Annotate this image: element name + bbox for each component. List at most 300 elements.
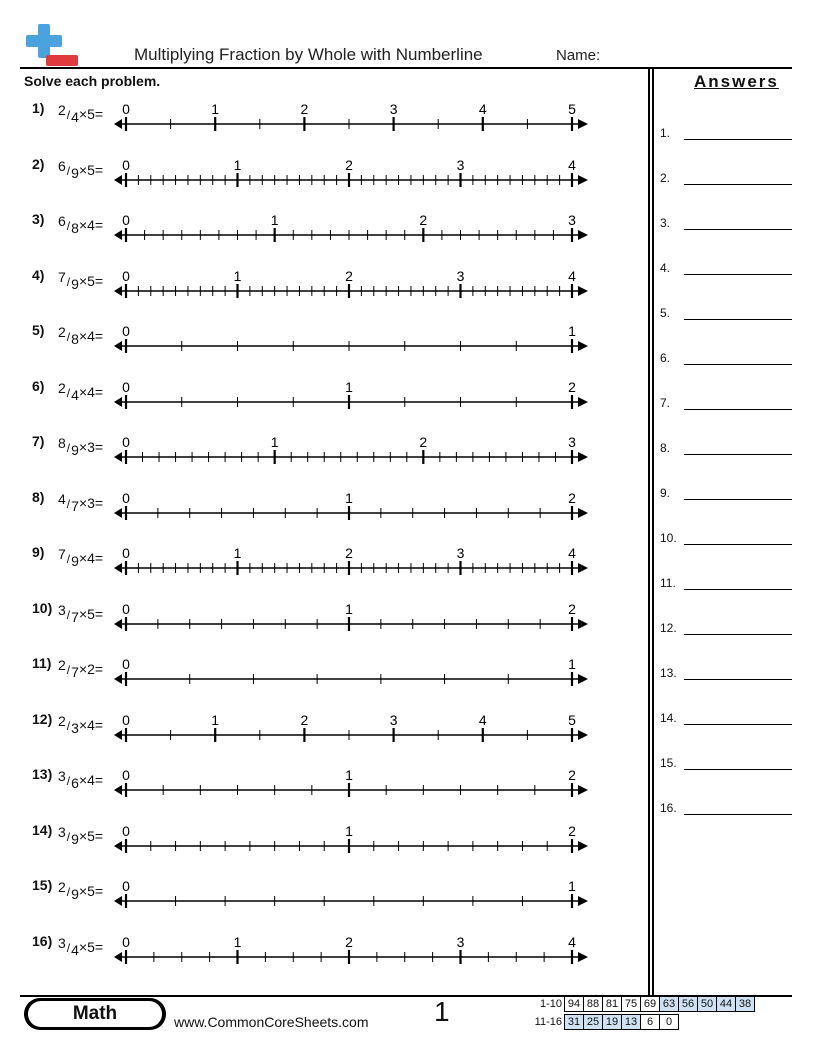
- times-sign: ×: [78, 717, 88, 733]
- left-arrow-icon: [114, 563, 122, 573]
- score-key-cell: 44: [717, 997, 736, 1012]
- fraction-denominator: 6: [71, 775, 79, 791]
- whole-number: 4: [87, 384, 95, 400]
- fraction-numerator: 3: [58, 602, 66, 618]
- tick-label: 0: [122, 268, 130, 284]
- answer-blank[interactable]: [684, 364, 792, 365]
- score-key-label: 1-10: [539, 998, 562, 1010]
- problem-row: [0, 267, 600, 317]
- answer-number: 14.: [660, 711, 677, 725]
- header-divider: [20, 67, 792, 69]
- answer-blank[interactable]: [684, 274, 792, 275]
- problem-row: [0, 600, 600, 650]
- times-sign: ×: [78, 439, 88, 455]
- answer-row: [660, 525, 792, 545]
- tick-label: 0: [122, 545, 130, 561]
- column-divider: [648, 68, 650, 995]
- problem-expression: [58, 879, 104, 902]
- equals-sign: =: [94, 217, 104, 233]
- tick-label: 0: [122, 934, 130, 950]
- whole-number: 5: [87, 606, 95, 622]
- fraction-slash: /: [66, 719, 71, 733]
- fraction-numerator: 8: [58, 435, 66, 451]
- fraction-denominator: 9: [71, 276, 79, 292]
- times-sign: ×: [78, 495, 88, 511]
- right-arrow-icon: [578, 230, 588, 240]
- number-line: [112, 94, 594, 134]
- left-arrow-icon: [114, 841, 122, 851]
- fraction-denominator: 9: [71, 553, 79, 569]
- problem-number: 12): [32, 711, 53, 727]
- equals-sign: =: [94, 883, 104, 899]
- problem-expression: [58, 546, 104, 569]
- number-line: [112, 594, 594, 634]
- number-line: [112, 649, 594, 689]
- fraction-slash: /: [66, 330, 71, 344]
- problem-number: 9): [32, 544, 45, 560]
- equals-sign: =: [94, 273, 104, 289]
- times-sign: ×: [78, 328, 88, 344]
- fraction-denominator: 9: [71, 165, 79, 181]
- whole-number: 5: [87, 106, 95, 122]
- right-arrow-icon: [578, 119, 588, 129]
- score-key-label: 11-16: [534, 1016, 562, 1028]
- tick-label: 0: [122, 656, 130, 672]
- tick-label: 1: [211, 101, 220, 117]
- problem-number: 6): [32, 378, 45, 394]
- answer-row: [660, 480, 792, 500]
- tick-label: 0: [122, 323, 130, 339]
- fraction-slash: /: [66, 774, 71, 788]
- number-line: [112, 427, 594, 467]
- equals-sign: =: [94, 717, 104, 733]
- whole-number: 4: [87, 217, 95, 233]
- right-arrow-icon: [578, 563, 588, 573]
- answer-row: [660, 660, 792, 680]
- tick-label: 3: [389, 101, 398, 117]
- whole-number: 2: [87, 661, 95, 677]
- answer-blank[interactable]: [684, 454, 792, 455]
- fraction-denominator: 3: [71, 720, 79, 736]
- problem-row: [0, 933, 600, 983]
- equals-sign: =: [94, 550, 104, 566]
- problem-row: [0, 100, 600, 150]
- tick-label: 2: [568, 767, 576, 783]
- answer-row: [660, 120, 792, 140]
- problem-row: [0, 378, 600, 428]
- fraction-denominator: 9: [71, 886, 79, 902]
- right-arrow-icon: [578, 397, 588, 407]
- tick-label: 4: [568, 934, 576, 950]
- right-arrow-icon: [578, 674, 588, 684]
- tick-label: 0: [122, 712, 130, 728]
- problem-row: [0, 655, 600, 705]
- tick-label: 2: [568, 379, 576, 395]
- answer-blank[interactable]: [684, 319, 792, 320]
- problem-number: 14): [32, 822, 53, 838]
- equals-sign: =: [94, 106, 104, 122]
- answer-blank[interactable]: [684, 814, 792, 815]
- answer-blank[interactable]: [684, 724, 792, 725]
- tick-label: 2: [300, 712, 309, 728]
- number-line: [112, 150, 594, 190]
- tick-label: 0: [122, 490, 130, 506]
- answer-number: 12.: [660, 621, 677, 635]
- problem-expression: [58, 491, 104, 514]
- problem-number: 11): [32, 655, 52, 671]
- problem-number: 2): [32, 156, 45, 172]
- right-arrow-icon: [578, 730, 588, 740]
- problem-number: 7): [32, 433, 45, 449]
- fraction-denominator: 8: [71, 220, 79, 236]
- number-line: [112, 705, 594, 745]
- number-line: [112, 483, 594, 523]
- fraction-denominator: 9: [71, 831, 79, 847]
- answer-row: [660, 795, 792, 815]
- problem-row: [0, 711, 600, 761]
- problem-number: 3): [32, 211, 45, 227]
- fraction-numerator: 7: [58, 546, 66, 562]
- number-line: [112, 927, 594, 967]
- answer-blank[interactable]: [684, 634, 792, 635]
- fraction-slash: /: [66, 164, 71, 178]
- column-divider-inner: [652, 68, 654, 995]
- times-sign: ×: [78, 384, 88, 400]
- times-sign: ×: [78, 550, 88, 566]
- problem-number: 5): [32, 322, 45, 338]
- tick-label: 0: [122, 379, 130, 395]
- score-key-cell: 25: [584, 1015, 603, 1030]
- score-key-cell: 75: [622, 997, 641, 1012]
- tick-label: 3: [456, 545, 465, 561]
- score-key-row: [564, 996, 755, 1012]
- answer-row: [660, 750, 792, 770]
- fraction-slash: /: [66, 108, 71, 122]
- equals-sign: =: [94, 606, 104, 622]
- answer-blank[interactable]: [684, 229, 792, 230]
- score-key-cell: 63: [660, 997, 679, 1012]
- right-arrow-icon: [578, 341, 588, 351]
- answer-number: 11.: [660, 576, 676, 590]
- answer-row: [660, 345, 792, 365]
- answer-number: 6.: [660, 351, 671, 365]
- tick-label: 2: [568, 823, 576, 839]
- score-key-row: [564, 1014, 679, 1030]
- fraction-numerator: 3: [58, 935, 66, 951]
- answer-number: 9.: [660, 486, 671, 500]
- right-arrow-icon: [578, 619, 588, 629]
- whole-number: 5: [87, 883, 95, 899]
- tick-label: 1: [211, 712, 220, 728]
- number-line: [112, 261, 594, 301]
- answer-row: [660, 435, 792, 455]
- fraction-denominator: 9: [71, 442, 79, 458]
- tick-label: 1: [233, 934, 242, 950]
- score-key-cell: 19: [603, 1015, 622, 1030]
- problem-expression: [58, 657, 104, 680]
- tick-label: 3: [568, 212, 576, 228]
- tick-label: 3: [568, 434, 576, 450]
- left-arrow-icon: [114, 397, 122, 407]
- tick-label: 1: [345, 767, 353, 783]
- whole-number: 4: [87, 772, 95, 788]
- fraction-slash: /: [66, 885, 71, 899]
- answer-number: 2.: [660, 171, 671, 185]
- fraction-denominator: 4: [71, 109, 79, 125]
- answer-row: [660, 390, 792, 410]
- equals-sign: =: [94, 828, 104, 844]
- answer-number: 7.: [660, 396, 671, 410]
- fraction-slash: /: [66, 219, 71, 233]
- answer-row: [660, 570, 792, 590]
- answer-blank[interactable]: [684, 139, 792, 140]
- tick-label: 5: [568, 101, 576, 117]
- left-arrow-icon: [114, 785, 122, 795]
- tick-label: 0: [122, 823, 130, 839]
- page-number: 1: [434, 996, 450, 1027]
- answer-number: 13.: [660, 666, 677, 680]
- fraction-numerator: 7: [58, 269, 66, 285]
- problem-number: 1): [32, 100, 45, 116]
- fraction-numerator: 2: [58, 657, 66, 673]
- fraction-denominator: 8: [71, 331, 79, 347]
- tick-label: 0: [122, 878, 130, 894]
- score-key-cell: 56: [679, 997, 698, 1012]
- answer-number: 10.: [660, 531, 677, 545]
- problem-expression: [58, 324, 104, 347]
- fraction-numerator: 3: [58, 768, 66, 784]
- tick-label: 1: [568, 323, 576, 339]
- score-key-cell: 88: [584, 997, 603, 1012]
- answer-blank[interactable]: [684, 679, 792, 680]
- tick-label: 1: [568, 878, 576, 894]
- fraction-slash: /: [66, 608, 71, 622]
- fraction-denominator: 4: [71, 387, 79, 403]
- tick-label: 2: [345, 545, 353, 561]
- left-arrow-icon: [114, 175, 122, 185]
- answer-row: [660, 255, 792, 275]
- left-arrow-icon: [114, 674, 122, 684]
- score-key-cell: 0: [660, 1015, 679, 1030]
- right-arrow-icon: [578, 452, 588, 462]
- problem-row: [0, 156, 600, 206]
- left-arrow-icon: [114, 619, 122, 629]
- tick-label: 0: [122, 157, 130, 173]
- equals-sign: =: [94, 939, 104, 955]
- equals-sign: =: [94, 439, 104, 455]
- fraction-numerator: 3: [58, 824, 66, 840]
- fraction-numerator: 4: [58, 491, 66, 507]
- answer-number: 8.: [660, 441, 671, 455]
- problem-expression: [58, 380, 104, 403]
- tick-label: 1: [270, 212, 279, 228]
- tick-label: 1: [345, 823, 353, 839]
- problem-row: [0, 766, 600, 816]
- equals-sign: =: [94, 328, 104, 344]
- tick-label: 3: [456, 157, 465, 173]
- subject-badge: [24, 998, 166, 1030]
- left-arrow-icon: [114, 341, 122, 351]
- left-arrow-icon: [114, 452, 122, 462]
- tick-label: 1: [345, 490, 353, 506]
- tick-label: 0: [122, 212, 130, 228]
- times-sign: ×: [78, 162, 88, 178]
- number-line: [112, 205, 594, 245]
- answer-number: 5.: [660, 306, 671, 320]
- fraction-numerator: 2: [58, 879, 66, 895]
- equals-sign: =: [94, 162, 104, 178]
- answer-number: 1.: [660, 126, 671, 140]
- tick-label: 0: [122, 101, 130, 117]
- answer-number: 15.: [660, 756, 677, 770]
- right-arrow-icon: [578, 785, 588, 795]
- equals-sign: =: [94, 772, 104, 788]
- times-sign: ×: [78, 273, 88, 289]
- equals-sign: =: [94, 384, 104, 400]
- tick-label: 3: [456, 268, 465, 284]
- tick-label: 3: [389, 712, 398, 728]
- fraction-slash: /: [66, 552, 71, 566]
- problem-expression: [58, 213, 104, 236]
- left-arrow-icon: [114, 896, 122, 906]
- answer-row: [660, 210, 792, 230]
- tick-label: 5: [568, 712, 576, 728]
- whole-number: 5: [87, 939, 95, 955]
- tick-label: 2: [419, 212, 428, 228]
- number-line: [112, 871, 594, 911]
- fraction-numerator: 6: [58, 213, 66, 229]
- times-sign: ×: [78, 883, 88, 899]
- tick-label: 0: [122, 434, 130, 450]
- left-arrow-icon: [114, 286, 122, 296]
- whole-number: 3: [87, 495, 95, 511]
- tick-label: 1: [233, 545, 242, 561]
- score-key-cell: 81: [603, 997, 622, 1012]
- whole-number: 3: [87, 439, 95, 455]
- score-key-cell: 13: [622, 1015, 641, 1030]
- tick-label: 4: [568, 268, 576, 284]
- tick-label: 2: [568, 490, 576, 506]
- page-title: Multiplying Fraction by Whole with Numberline: [134, 45, 483, 64]
- problem-row: [0, 822, 600, 872]
- problem-number: 13): [32, 766, 53, 782]
- problem-number: 15): [32, 877, 53, 893]
- answer-row: [660, 300, 792, 320]
- answer-blank[interactable]: [684, 769, 792, 770]
- problem-row: [0, 433, 600, 483]
- tick-label: 1: [345, 379, 353, 395]
- tick-label: 2: [345, 268, 353, 284]
- answer-blank[interactable]: [684, 589, 792, 590]
- score-key-cell: 6: [641, 1015, 660, 1030]
- answer-number: 3.: [660, 216, 671, 230]
- left-arrow-icon: [114, 952, 122, 962]
- problem-row: [0, 322, 600, 372]
- answer-blank[interactable]: [684, 184, 792, 185]
- fraction-denominator: 4: [71, 942, 79, 958]
- fraction-denominator: 7: [71, 664, 79, 680]
- tick-label: 1: [233, 268, 242, 284]
- tick-label: 0: [122, 601, 130, 617]
- fraction-numerator: 2: [58, 713, 66, 729]
- answer-blank[interactable]: [684, 544, 792, 545]
- answers-title: Answers: [694, 72, 779, 91]
- problem-row: [0, 211, 600, 261]
- number-line: [112, 816, 594, 856]
- times-sign: ×: [78, 772, 88, 788]
- fraction-numerator: 2: [58, 324, 66, 340]
- whole-number: 4: [87, 550, 95, 566]
- problem-number: 10): [32, 600, 53, 616]
- tick-label: 3: [456, 934, 465, 950]
- tick-label: 4: [568, 157, 576, 173]
- times-sign: ×: [78, 661, 88, 677]
- problem-expression: [58, 935, 104, 958]
- fraction-numerator: 6: [58, 158, 66, 174]
- fraction-slash: /: [66, 941, 71, 955]
- subject-badge-label: Math: [28, 1001, 162, 1027]
- times-sign: ×: [78, 828, 88, 844]
- times-sign: ×: [78, 217, 88, 233]
- whole-number: 5: [87, 828, 95, 844]
- times-sign: ×: [78, 106, 88, 122]
- tick-label: 1: [270, 434, 279, 450]
- tick-label: 1: [345, 601, 353, 617]
- answer-number: 16.: [660, 801, 677, 815]
- site-url: www.CommonCoreSheets.com: [174, 1014, 369, 1030]
- problem-expression: [58, 768, 104, 791]
- problem-row: [0, 489, 600, 539]
- problem-expression: [58, 158, 104, 181]
- times-sign: ×: [78, 939, 88, 955]
- fraction-numerator: 2: [58, 380, 66, 396]
- score-key-cell: 31: [565, 1015, 584, 1030]
- problem-expression: [58, 435, 104, 458]
- tick-label: 2: [300, 101, 309, 117]
- whole-number: 4: [87, 717, 95, 733]
- fraction-slash: /: [66, 386, 71, 400]
- right-arrow-icon: [578, 896, 588, 906]
- tick-label: 2: [345, 157, 353, 173]
- number-line: [112, 538, 594, 578]
- right-arrow-icon: [578, 841, 588, 851]
- answer-blank[interactable]: [684, 409, 792, 410]
- left-arrow-icon: [114, 119, 122, 129]
- answer-blank[interactable]: [684, 499, 792, 500]
- number-line: [112, 760, 594, 800]
- problem-expression: [58, 602, 104, 625]
- problem-expression: [58, 102, 104, 125]
- tick-label: 4: [478, 101, 487, 117]
- tick-label: 1: [233, 157, 242, 173]
- times-sign: ×: [78, 606, 88, 622]
- whole-number: 5: [87, 273, 95, 289]
- equals-sign: =: [94, 661, 104, 677]
- fraction-slash: /: [66, 441, 71, 455]
- tick-label: 2: [345, 934, 353, 950]
- left-arrow-icon: [114, 730, 122, 740]
- answer-row: [660, 165, 792, 185]
- right-arrow-icon: [578, 175, 588, 185]
- plus-minus-logo-icon: [22, 22, 80, 68]
- problem-row: [0, 877, 600, 927]
- tick-label: 2: [419, 434, 428, 450]
- problem-number: 16): [32, 933, 53, 949]
- fraction-denominator: 7: [71, 609, 79, 625]
- tick-label: 1: [568, 656, 576, 672]
- problem-row: [0, 544, 600, 594]
- tick-label: 4: [568, 545, 576, 561]
